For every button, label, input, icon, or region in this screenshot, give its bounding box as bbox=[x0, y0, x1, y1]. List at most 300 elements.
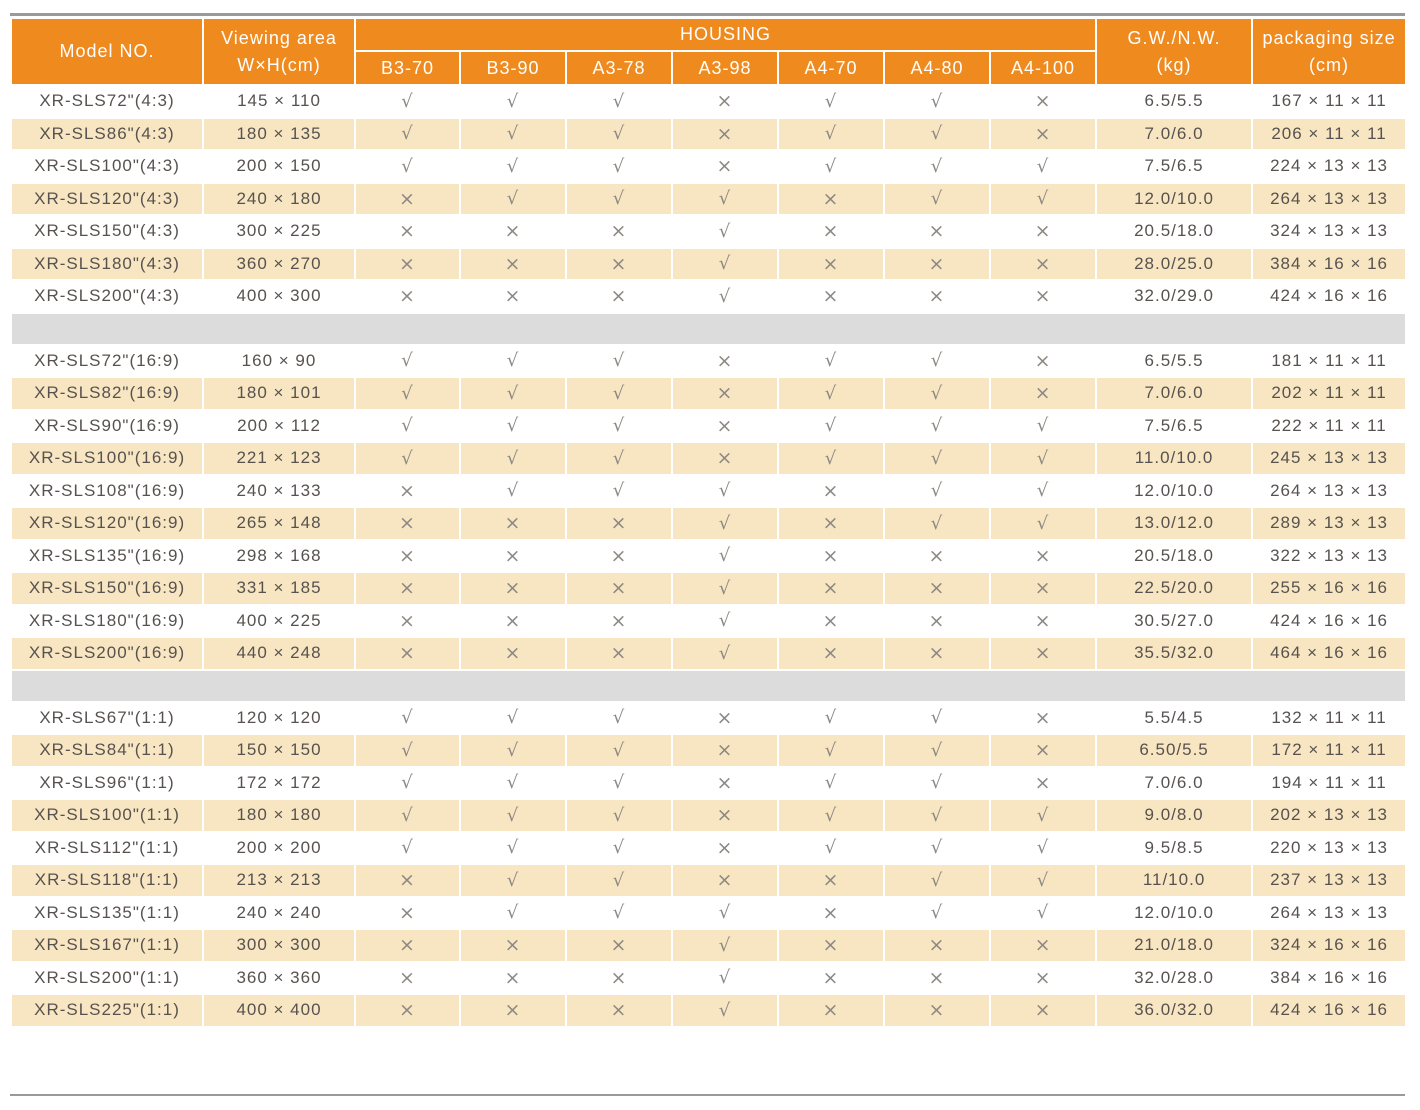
cross-icon: × bbox=[884, 248, 990, 281]
check-icon: √ bbox=[355, 702, 460, 735]
model-cell: XR-SLS120"(4:3) bbox=[11, 183, 203, 216]
check-icon: √ bbox=[566, 85, 672, 118]
weight-cell: 11.0/10.0 bbox=[1096, 442, 1252, 475]
check-icon: √ bbox=[566, 150, 672, 183]
cross-icon: × bbox=[990, 637, 1096, 670]
check-icon: √ bbox=[778, 85, 884, 118]
check-icon: √ bbox=[566, 377, 672, 410]
table-row bbox=[11, 248, 1406, 281]
model-cell: XR-SLS150"(16:9) bbox=[11, 572, 203, 605]
header-weight: G.W./N.W. (kg) bbox=[1096, 18, 1252, 85]
packaging-size-cell: 322 × 13 × 13 bbox=[1252, 540, 1406, 573]
check-icon: √ bbox=[672, 215, 778, 248]
weight-cell: 36.0/32.0 bbox=[1096, 994, 1252, 1027]
packaging-size-cell: 324 × 13 × 13 bbox=[1252, 215, 1406, 248]
group-separator bbox=[11, 313, 1406, 345]
header-model: Model NO. bbox=[11, 18, 203, 85]
cross-icon: × bbox=[672, 767, 778, 800]
table-row bbox=[11, 507, 1406, 540]
cross-icon: × bbox=[355, 897, 460, 930]
cross-icon: × bbox=[990, 280, 1096, 313]
check-icon: √ bbox=[672, 962, 778, 995]
check-icon: √ bbox=[884, 767, 990, 800]
model-cell: XR-SLS135"(16:9) bbox=[11, 540, 203, 573]
cross-icon: × bbox=[778, 183, 884, 216]
table-header bbox=[11, 18, 1406, 85]
cross-icon: × bbox=[460, 572, 566, 605]
check-icon: √ bbox=[884, 377, 990, 410]
model-cell: XR-SLS100"(16:9) bbox=[11, 442, 203, 475]
check-icon: √ bbox=[884, 799, 990, 832]
cross-icon: × bbox=[990, 85, 1096, 118]
check-icon: √ bbox=[672, 637, 778, 670]
model-cell: XR-SLS180"(16:9) bbox=[11, 605, 203, 638]
weight-cell: 20.5/18.0 bbox=[1096, 215, 1252, 248]
check-icon: √ bbox=[566, 864, 672, 897]
weight-cell: 11/10.0 bbox=[1096, 864, 1252, 897]
cross-icon: × bbox=[672, 377, 778, 410]
cross-icon: × bbox=[672, 442, 778, 475]
model-cell: XR-SLS90"(16:9) bbox=[11, 410, 203, 443]
viewing-area-cell: 172 × 172 bbox=[203, 767, 355, 800]
table-row bbox=[11, 442, 1406, 475]
check-icon: √ bbox=[460, 183, 566, 216]
cross-icon: × bbox=[778, 962, 884, 995]
table-row bbox=[11, 183, 1406, 216]
check-icon: √ bbox=[460, 864, 566, 897]
packaging-size-cell: 424 × 16 × 16 bbox=[1252, 605, 1406, 638]
model-cell: XR-SLS67"(1:1) bbox=[11, 702, 203, 735]
viewing-area-cell: 120 × 120 bbox=[203, 702, 355, 735]
check-icon: √ bbox=[672, 475, 778, 508]
header-packaging-size: packaging size (cm) bbox=[1252, 18, 1406, 85]
check-icon: √ bbox=[990, 150, 1096, 183]
check-icon: √ bbox=[566, 410, 672, 443]
cross-icon: × bbox=[672, 799, 778, 832]
model-cell: XR-SLS150"(4:3) bbox=[11, 215, 203, 248]
check-icon: √ bbox=[778, 410, 884, 443]
cross-icon: × bbox=[672, 345, 778, 378]
spec-table bbox=[10, 17, 1407, 1028]
cross-icon: × bbox=[884, 929, 990, 962]
check-icon: √ bbox=[672, 605, 778, 638]
check-icon: √ bbox=[355, 832, 460, 865]
weight-cell: 7.5/6.5 bbox=[1096, 410, 1252, 443]
check-icon: √ bbox=[778, 734, 884, 767]
check-icon: √ bbox=[672, 540, 778, 573]
weight-cell: 7.0/6.0 bbox=[1096, 377, 1252, 410]
model-cell: XR-SLS167"(1:1) bbox=[11, 929, 203, 962]
check-icon: √ bbox=[884, 475, 990, 508]
model-cell: XR-SLS84"(1:1) bbox=[11, 734, 203, 767]
check-icon: √ bbox=[355, 410, 460, 443]
check-icon: √ bbox=[990, 832, 1096, 865]
cross-icon: × bbox=[460, 280, 566, 313]
cross-icon: × bbox=[990, 767, 1096, 800]
check-icon: √ bbox=[884, 345, 990, 378]
check-icon: √ bbox=[672, 280, 778, 313]
packaging-size-cell: 384 × 16 × 16 bbox=[1252, 248, 1406, 281]
viewing-area-cell: 440 × 248 bbox=[203, 637, 355, 670]
packaging-size-cell: 245 × 13 × 13 bbox=[1252, 442, 1406, 475]
cross-icon: × bbox=[460, 248, 566, 281]
check-icon: √ bbox=[884, 897, 990, 930]
check-icon: √ bbox=[990, 507, 1096, 540]
cross-icon: × bbox=[672, 832, 778, 865]
check-icon: √ bbox=[355, 767, 460, 800]
header-housing-type: A4-80 bbox=[884, 51, 990, 85]
model-cell: XR-SLS100"(4:3) bbox=[11, 150, 203, 183]
packaging-size-cell: 424 × 16 × 16 bbox=[1252, 280, 1406, 313]
table-body bbox=[11, 85, 1406, 1027]
weight-cell: 7.0/6.0 bbox=[1096, 767, 1252, 800]
viewing-area-cell: 240 × 180 bbox=[203, 183, 355, 216]
check-icon: √ bbox=[355, 734, 460, 767]
check-icon: √ bbox=[884, 183, 990, 216]
table-row bbox=[11, 637, 1406, 670]
check-icon: √ bbox=[990, 410, 1096, 443]
check-icon: √ bbox=[990, 183, 1096, 216]
cross-icon: × bbox=[355, 929, 460, 962]
check-icon: √ bbox=[884, 864, 990, 897]
cross-icon: × bbox=[355, 962, 460, 995]
table-row bbox=[11, 994, 1406, 1027]
weight-cell: 7.5/6.5 bbox=[1096, 150, 1252, 183]
packaging-size-cell: 194 × 11 × 11 bbox=[1252, 767, 1406, 800]
packaging-size-cell: 206 × 11 × 11 bbox=[1252, 118, 1406, 151]
table-row bbox=[11, 702, 1406, 735]
cross-icon: × bbox=[884, 605, 990, 638]
cross-icon: × bbox=[566, 507, 672, 540]
check-icon: √ bbox=[990, 897, 1096, 930]
cross-icon: × bbox=[884, 994, 990, 1027]
check-icon: √ bbox=[460, 799, 566, 832]
weight-cell: 30.5/27.0 bbox=[1096, 605, 1252, 638]
check-icon: √ bbox=[884, 150, 990, 183]
check-icon: √ bbox=[460, 118, 566, 151]
check-icon: √ bbox=[460, 85, 566, 118]
group-separator bbox=[11, 670, 1406, 702]
table-row bbox=[11, 118, 1406, 151]
header-housing-type: A4-70 bbox=[778, 51, 884, 85]
cross-icon: × bbox=[460, 637, 566, 670]
check-icon: √ bbox=[460, 475, 566, 508]
model-cell: XR-SLS225"(1:1) bbox=[11, 994, 203, 1027]
check-icon: √ bbox=[884, 410, 990, 443]
cross-icon: × bbox=[778, 572, 884, 605]
check-icon: √ bbox=[566, 799, 672, 832]
packaging-size-cell: 324 × 16 × 16 bbox=[1252, 929, 1406, 962]
table-row bbox=[11, 897, 1406, 930]
packaging-size-cell: 424 × 16 × 16 bbox=[1252, 994, 1406, 1027]
check-icon: √ bbox=[566, 345, 672, 378]
viewing-area-cell: 200 × 200 bbox=[203, 832, 355, 865]
viewing-area-cell: 221 × 123 bbox=[203, 442, 355, 475]
cross-icon: × bbox=[990, 345, 1096, 378]
table-row bbox=[11, 767, 1406, 800]
cross-icon: × bbox=[355, 248, 460, 281]
weight-cell: 7.0/6.0 bbox=[1096, 118, 1252, 151]
check-icon: √ bbox=[355, 85, 460, 118]
check-icon: √ bbox=[566, 183, 672, 216]
cross-icon: × bbox=[990, 377, 1096, 410]
model-cell: XR-SLS82"(16:9) bbox=[11, 377, 203, 410]
cross-icon: × bbox=[778, 994, 884, 1027]
cross-icon: × bbox=[990, 994, 1096, 1027]
check-icon: √ bbox=[460, 410, 566, 443]
check-icon: √ bbox=[778, 832, 884, 865]
model-cell: XR-SLS180"(4:3) bbox=[11, 248, 203, 281]
check-icon: √ bbox=[884, 118, 990, 151]
cross-icon: × bbox=[990, 929, 1096, 962]
weight-cell: 32.0/29.0 bbox=[1096, 280, 1252, 313]
model-cell: XR-SLS96"(1:1) bbox=[11, 767, 203, 800]
model-cell: XR-SLS120"(16:9) bbox=[11, 507, 203, 540]
cross-icon: × bbox=[355, 540, 460, 573]
weight-cell: 6.5/5.5 bbox=[1096, 345, 1252, 378]
weight-cell: 13.0/12.0 bbox=[1096, 507, 1252, 540]
model-cell: XR-SLS118"(1:1) bbox=[11, 864, 203, 897]
packaging-size-cell: 255 × 16 × 16 bbox=[1252, 572, 1406, 605]
viewing-area-cell: 145 × 110 bbox=[203, 85, 355, 118]
model-cell: XR-SLS112"(1:1) bbox=[11, 832, 203, 865]
check-icon: √ bbox=[460, 734, 566, 767]
cross-icon: × bbox=[778, 540, 884, 573]
table-row bbox=[11, 280, 1406, 313]
check-icon: √ bbox=[566, 832, 672, 865]
header-viewing-area: Viewing area W×H(cm) bbox=[203, 18, 355, 85]
check-icon: √ bbox=[884, 832, 990, 865]
packaging-size-cell: 264 × 13 × 13 bbox=[1252, 897, 1406, 930]
check-icon: √ bbox=[778, 799, 884, 832]
check-icon: √ bbox=[355, 150, 460, 183]
cross-icon: × bbox=[355, 605, 460, 638]
top-rule bbox=[10, 13, 1405, 16]
cross-icon: × bbox=[355, 637, 460, 670]
check-icon: √ bbox=[778, 118, 884, 151]
cross-icon: × bbox=[884, 962, 990, 995]
viewing-area-cell: 200 × 150 bbox=[203, 150, 355, 183]
cross-icon: × bbox=[460, 215, 566, 248]
viewing-area-cell: 240 × 133 bbox=[203, 475, 355, 508]
check-icon: √ bbox=[460, 897, 566, 930]
cross-icon: × bbox=[778, 605, 884, 638]
cross-icon: × bbox=[355, 507, 460, 540]
packaging-size-cell: 289 × 13 × 13 bbox=[1252, 507, 1406, 540]
viewing-area-cell: 180 × 135 bbox=[203, 118, 355, 151]
cross-icon: × bbox=[884, 572, 990, 605]
weight-cell: 12.0/10.0 bbox=[1096, 475, 1252, 508]
viewing-area-cell: 213 × 213 bbox=[203, 864, 355, 897]
check-icon: √ bbox=[778, 442, 884, 475]
cross-icon: × bbox=[990, 118, 1096, 151]
cross-icon: × bbox=[460, 929, 566, 962]
model-cell: XR-SLS200"(16:9) bbox=[11, 637, 203, 670]
viewing-area-cell: 180 × 180 bbox=[203, 799, 355, 832]
cross-icon: × bbox=[990, 702, 1096, 735]
header-housing-type: A3-98 bbox=[672, 51, 778, 85]
check-icon: √ bbox=[355, 118, 460, 151]
model-cell: XR-SLS108"(16:9) bbox=[11, 475, 203, 508]
check-icon: √ bbox=[355, 442, 460, 475]
viewing-area-cell: 300 × 225 bbox=[203, 215, 355, 248]
table-row bbox=[11, 605, 1406, 638]
header-housing-type: A4-100 bbox=[990, 51, 1096, 85]
weight-cell: 21.0/18.0 bbox=[1096, 929, 1252, 962]
table-row bbox=[11, 85, 1406, 118]
check-icon: √ bbox=[460, 702, 566, 735]
check-icon: √ bbox=[672, 572, 778, 605]
packaging-size-cell: 202 × 13 × 13 bbox=[1252, 799, 1406, 832]
packaging-size-cell: 384 × 16 × 16 bbox=[1252, 962, 1406, 995]
cross-icon: × bbox=[778, 897, 884, 930]
viewing-area-cell: 240 × 240 bbox=[203, 897, 355, 930]
model-cell: XR-SLS100"(1:1) bbox=[11, 799, 203, 832]
packaging-size-cell: 202 × 11 × 11 bbox=[1252, 377, 1406, 410]
cross-icon: × bbox=[990, 572, 1096, 605]
check-icon: √ bbox=[990, 799, 1096, 832]
cross-icon: × bbox=[778, 215, 884, 248]
cross-icon: × bbox=[566, 962, 672, 995]
cross-icon: × bbox=[672, 85, 778, 118]
viewing-area-cell: 400 × 300 bbox=[203, 280, 355, 313]
cross-icon: × bbox=[778, 864, 884, 897]
check-icon: √ bbox=[672, 507, 778, 540]
header-housing-type: B3-90 bbox=[460, 51, 566, 85]
cross-icon: × bbox=[355, 864, 460, 897]
packaging-size-cell: 264 × 13 × 13 bbox=[1252, 475, 1406, 508]
cross-icon: × bbox=[355, 183, 460, 216]
cross-icon: × bbox=[566, 929, 672, 962]
check-icon: √ bbox=[460, 442, 566, 475]
cross-icon: × bbox=[566, 280, 672, 313]
viewing-area-cell: 360 × 270 bbox=[203, 248, 355, 281]
cross-icon: × bbox=[990, 962, 1096, 995]
model-cell: XR-SLS72"(4:3) bbox=[11, 85, 203, 118]
cross-icon: × bbox=[460, 962, 566, 995]
check-icon: √ bbox=[672, 897, 778, 930]
cross-icon: × bbox=[460, 605, 566, 638]
table-row bbox=[11, 799, 1406, 832]
weight-cell: 20.5/18.0 bbox=[1096, 540, 1252, 573]
cross-icon: × bbox=[672, 150, 778, 183]
check-icon: √ bbox=[566, 475, 672, 508]
packaging-size-cell: 181 × 11 × 11 bbox=[1252, 345, 1406, 378]
cross-icon: × bbox=[672, 118, 778, 151]
cross-icon: × bbox=[355, 572, 460, 605]
bottom-rule bbox=[10, 1094, 1405, 1096]
cross-icon: × bbox=[884, 280, 990, 313]
cross-icon: × bbox=[990, 215, 1096, 248]
weight-cell: 28.0/25.0 bbox=[1096, 248, 1252, 281]
check-icon: √ bbox=[355, 345, 460, 378]
viewing-area-cell: 300 × 300 bbox=[203, 929, 355, 962]
packaging-size-cell: 172 × 11 × 11 bbox=[1252, 734, 1406, 767]
viewing-area-cell: 180 × 101 bbox=[203, 377, 355, 410]
cross-icon: × bbox=[566, 605, 672, 638]
cross-icon: × bbox=[566, 637, 672, 670]
check-icon: √ bbox=[566, 442, 672, 475]
check-icon: √ bbox=[884, 507, 990, 540]
cross-icon: × bbox=[566, 215, 672, 248]
cross-icon: × bbox=[460, 994, 566, 1027]
cross-icon: × bbox=[355, 280, 460, 313]
check-icon: √ bbox=[884, 702, 990, 735]
cross-icon: × bbox=[990, 248, 1096, 281]
model-cell: XR-SLS200"(1:1) bbox=[11, 962, 203, 995]
check-icon: √ bbox=[884, 85, 990, 118]
check-icon: √ bbox=[355, 377, 460, 410]
weight-cell: 5.5/4.5 bbox=[1096, 702, 1252, 735]
cross-icon: × bbox=[778, 507, 884, 540]
packaging-size-cell: 132 × 11 × 11 bbox=[1252, 702, 1406, 735]
check-icon: √ bbox=[990, 864, 1096, 897]
check-icon: √ bbox=[990, 442, 1096, 475]
cross-icon: × bbox=[884, 540, 990, 573]
packaging-size-cell: 222 × 11 × 11 bbox=[1252, 410, 1406, 443]
packaging-size-cell: 264 × 13 × 13 bbox=[1252, 183, 1406, 216]
check-icon: √ bbox=[460, 150, 566, 183]
header-housing-type: A3-78 bbox=[566, 51, 672, 85]
viewing-area-cell: 200 × 112 bbox=[203, 410, 355, 443]
cross-icon: × bbox=[990, 540, 1096, 573]
model-cell: XR-SLS200"(4:3) bbox=[11, 280, 203, 313]
check-icon: √ bbox=[884, 734, 990, 767]
weight-cell: 9.5/8.5 bbox=[1096, 832, 1252, 865]
table-row bbox=[11, 150, 1406, 183]
check-icon: √ bbox=[778, 767, 884, 800]
check-icon: √ bbox=[460, 377, 566, 410]
cross-icon: × bbox=[355, 475, 460, 508]
viewing-area-cell: 160 × 90 bbox=[203, 345, 355, 378]
cross-icon: × bbox=[884, 215, 990, 248]
viewing-area-cell: 150 × 150 bbox=[203, 734, 355, 767]
table-row bbox=[11, 215, 1406, 248]
cross-icon: × bbox=[355, 994, 460, 1027]
table-row bbox=[11, 864, 1406, 897]
weight-cell: 35.5/32.0 bbox=[1096, 637, 1252, 670]
viewing-area-cell: 265 × 148 bbox=[203, 507, 355, 540]
viewing-area-cell: 400 × 225 bbox=[203, 605, 355, 638]
check-icon: √ bbox=[460, 345, 566, 378]
weight-cell: 6.5/5.5 bbox=[1096, 85, 1252, 118]
check-icon: √ bbox=[778, 345, 884, 378]
cross-icon: × bbox=[460, 507, 566, 540]
cross-icon: × bbox=[355, 215, 460, 248]
viewing-area-cell: 360 × 360 bbox=[203, 962, 355, 995]
viewing-area-cell: 331 × 185 bbox=[203, 572, 355, 605]
weight-cell: 12.0/10.0 bbox=[1096, 897, 1252, 930]
cross-icon: × bbox=[778, 248, 884, 281]
viewing-area-cell: 298 × 168 bbox=[203, 540, 355, 573]
cross-icon: × bbox=[460, 540, 566, 573]
cross-icon: × bbox=[672, 410, 778, 443]
cross-icon: × bbox=[778, 929, 884, 962]
check-icon: √ bbox=[672, 248, 778, 281]
check-icon: √ bbox=[672, 994, 778, 1027]
table-row bbox=[11, 410, 1406, 443]
cross-icon: × bbox=[566, 540, 672, 573]
check-icon: √ bbox=[672, 183, 778, 216]
cross-icon: × bbox=[672, 864, 778, 897]
model-cell: XR-SLS86"(4:3) bbox=[11, 118, 203, 151]
weight-cell: 32.0/28.0 bbox=[1096, 962, 1252, 995]
weight-cell: 22.5/20.0 bbox=[1096, 572, 1252, 605]
table-row bbox=[11, 734, 1406, 767]
cross-icon: × bbox=[778, 475, 884, 508]
check-icon: √ bbox=[566, 702, 672, 735]
cross-icon: × bbox=[566, 572, 672, 605]
